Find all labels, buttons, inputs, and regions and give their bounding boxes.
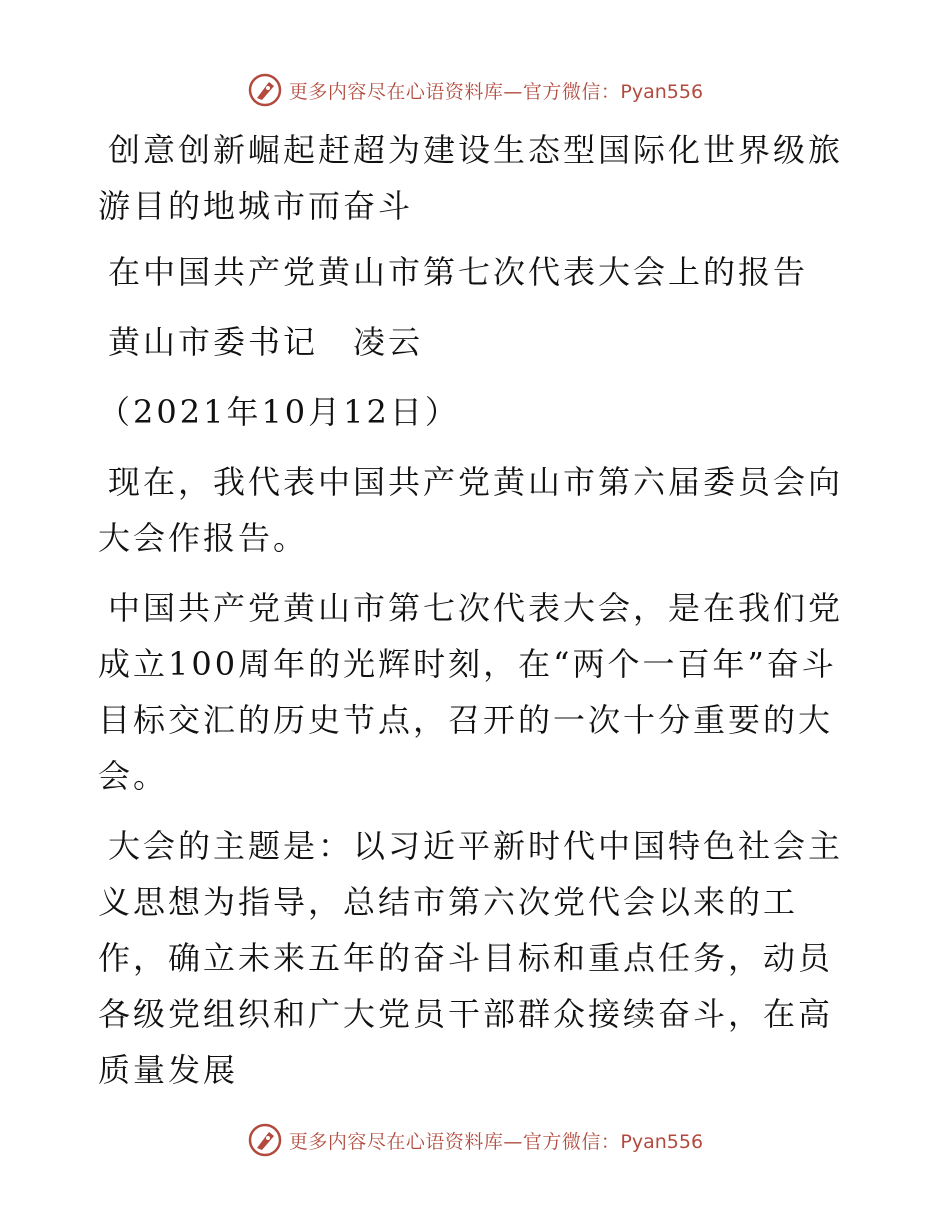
document-date: （2021年10月12日） [98,393,460,431]
watermark-text: 更多内容尽在心语资料库—官方微信： [288,1130,621,1153]
wechat-id: Pyan556 [620,1130,704,1153]
paragraph: 中国共产党黄山市第七次代表大会，是在我们党成立100周年的光辉时刻，在“两个一百年”奋斗目标交汇的历史节点，召开的一次十分重要的大会。 [98,589,844,795]
document-subtitle: 在中国共产党黄山市第七次代表大会上的报告 [108,253,809,291]
watermark-text: 更多内容尽在心语资料库—官方微信： [288,80,621,103]
document-body [98,122,858,1112]
document-author: 黄山市委书记 凌云 [108,323,424,361]
pen-nib-logo-icon [247,72,283,108]
paragraph: 大会的主题是：以习近平新时代中国特色社会主义思想为指导，总结市第六次党代会以来的工作，确立未来五年的奋斗目标和重点任务，动员各级党组织和广大党员干部群众接续奋斗，在高质量发展 [98,827,844,1089]
wechat-id: Pyan556 [620,80,704,103]
watermark-banner-bottom [0,1120,950,1160]
pen-nib-logo-icon [247,1122,283,1158]
paragraph: 现在，我代表中国共产党黄山市第六届委员会向大会作报告。 [98,463,844,557]
document-title: 创意创新崛起赶超为建设生态型国际化世界级旅游目的地城市而奋斗 [98,131,844,225]
watermark-banner-top [0,70,950,110]
